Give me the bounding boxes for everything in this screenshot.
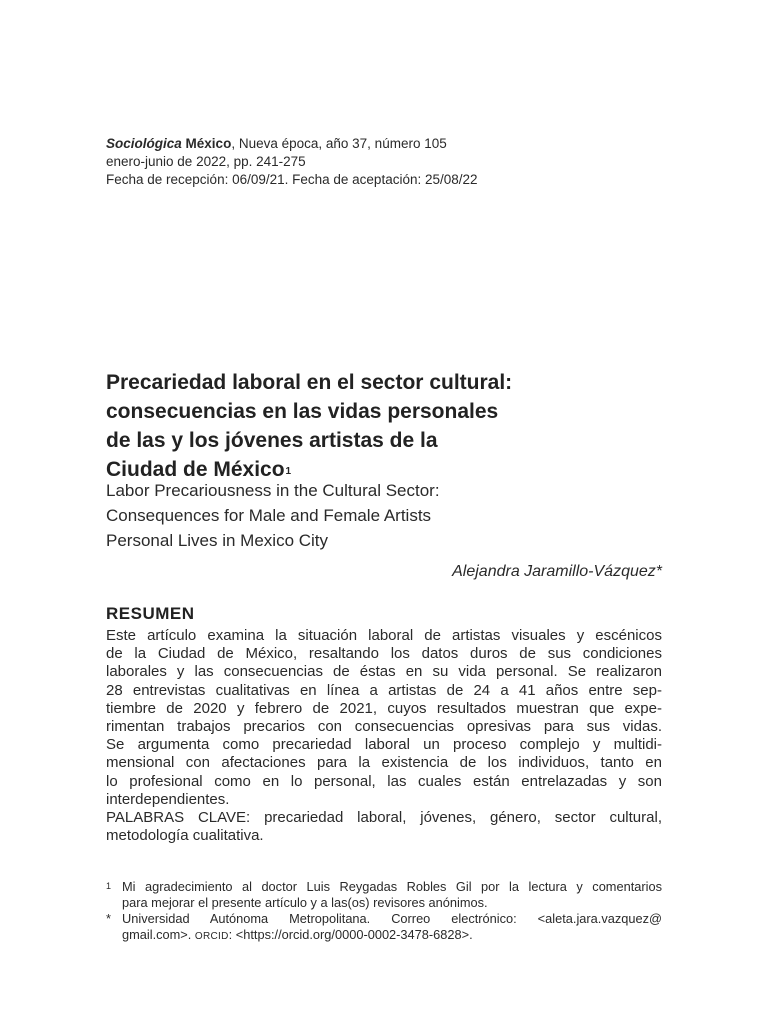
article-title-spanish bbox=[106, 368, 662, 484]
email-domain: gmail.com>. bbox=[122, 927, 195, 942]
journal-issue: , Nueva época, año 37, número 105 bbox=[231, 136, 447, 151]
journal-header bbox=[106, 135, 478, 189]
title-footnote-mark[interactable]: 1 bbox=[285, 466, 292, 477]
footnote-1-line: para mejorar el presente artículo y a las(os) revisores anónimos. bbox=[122, 895, 488, 910]
footnote-1-mark: 1 bbox=[106, 881, 112, 891]
abstract-line: laborales y las consecuencias de éstas en su vida personal. Se realizaron bbox=[106, 663, 662, 681]
orcid-label: ORCID bbox=[194, 931, 229, 942]
footnote-author-line: Universidad Autónoma Metropolitana. Correo electrónico: <aleta.jara.vazquez@ bbox=[122, 911, 662, 926]
abstract-line: interdependientes. bbox=[106, 790, 230, 808]
abstract-line: lo profesional como en lo personal, las cuales están entrelazadas y son bbox=[106, 772, 662, 790]
journal-date-pages: enero-junio de 2022, pp. 241-275 bbox=[106, 154, 306, 169]
journal-name-italic: Sociológica bbox=[106, 136, 182, 151]
title-es-line: consecuencias en las vidas personales bbox=[106, 400, 499, 423]
footnotes bbox=[106, 879, 662, 945]
title-es-line-text: Ciudad de México bbox=[106, 458, 285, 481]
author-name: Alejandra Jaramillo-Vázquez* bbox=[452, 563, 662, 580]
footnote-author-line bbox=[122, 927, 662, 945]
footnote-author bbox=[106, 911, 662, 945]
title-es-line: de las y los jóvenes artistas de la bbox=[106, 429, 438, 452]
abstract-line: Este artículo examina la situación laboral de artistas visuales y escénicos bbox=[106, 627, 662, 644]
orcid-link[interactable]: : <https://orcid.org/0000-0002-3478-6828>. bbox=[228, 927, 473, 942]
footnote-1-line: Mi agradecimiento al doctor Luis Reygadas Robles Gil por la lectura y comentarios bbox=[122, 879, 662, 894]
footnote-1 bbox=[106, 879, 662, 911]
abstract-line: 28 entrevistas cualitativas en línea a artistas de 24 a 41 años entre sep- bbox=[106, 681, 662, 699]
title-es-line: Precariedad laboral en el sector cultural: bbox=[106, 371, 513, 394]
abstract-heading: RESUMEN bbox=[106, 604, 195, 623]
footnote-author-mark: * bbox=[106, 911, 111, 926]
abstract-body bbox=[106, 627, 662, 845]
title-en-line: Personal Lives in Mexico City bbox=[106, 531, 329, 550]
journal-citation-line bbox=[106, 135, 478, 153]
abstract-line: mensional con afectaciones para la existencia de los individuos, tanto en bbox=[106, 754, 662, 772]
journal-name-bold: México bbox=[185, 136, 232, 151]
title-en-line: Labor Precariousness in the Cultural Sector: bbox=[106, 481, 440, 500]
abstract-line: tiembre de 2020 y febrero de 2021, cuyos resultados muestran que expe- bbox=[106, 699, 662, 717]
keywords-line: PALABRAS CLAVE: precariedad laboral, jóvenes, género, sector cultural, bbox=[106, 809, 662, 827]
keywords-line: metodología cualitativa. bbox=[106, 827, 264, 845]
article-page bbox=[106, 0, 662, 1024]
abstract-line: Se argumenta como precariedad laboral un proceso complejo y multidi- bbox=[106, 736, 662, 754]
abstract-line: de la Ciudad de México, resaltando los datos duros de sus condiciones bbox=[106, 645, 662, 663]
journal-received-accepted: Fecha de recepción: 06/09/21. Fecha de aceptación: 25/08/22 bbox=[106, 172, 478, 187]
abstract-line: rimentan trabajos precarios con consecuencias opresivas para sus vidas. bbox=[106, 718, 662, 736]
title-en-line: Consequences for Male and Female Artists bbox=[106, 506, 432, 525]
article-title-english bbox=[106, 478, 662, 553]
